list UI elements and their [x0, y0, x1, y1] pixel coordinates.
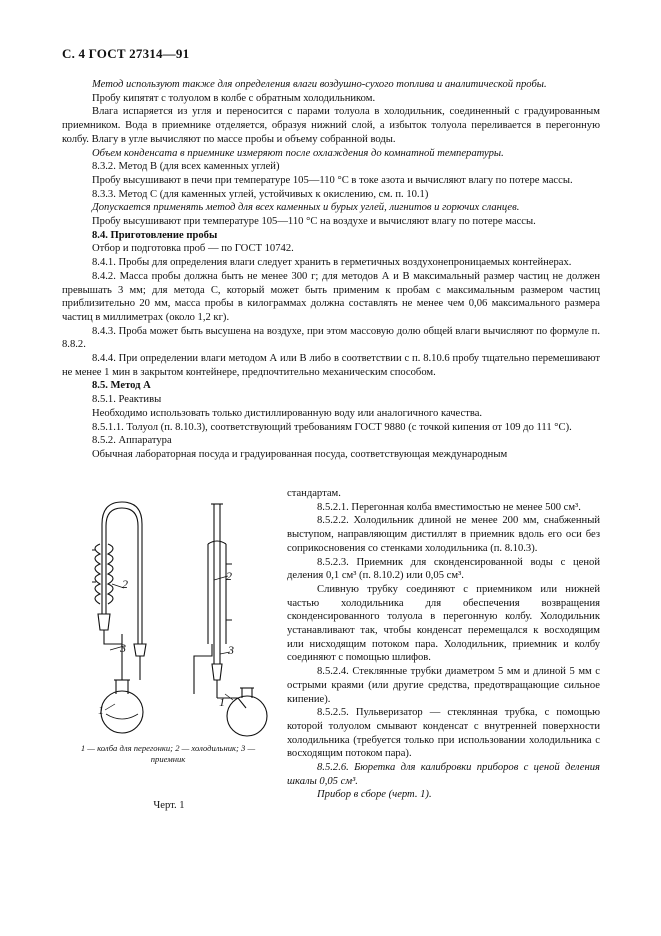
paragraph: Объем конденсата в приемнике измеряют после охлаждения до комнатной температуры.	[92, 147, 504, 159]
paragraph: 8.4.1. Пробы для определения влаги следует хранить в герметичных воздухонепроницаемых контейнерах.	[92, 257, 572, 269]
distillation-flask-left	[101, 680, 143, 733]
paragraph: Пробу кипятят с толуолом в колбе с обратным холодильником.	[92, 92, 376, 104]
paragraph: Необходимо использовать только дистиллированную воду или аналогичного качества.	[92, 407, 483, 419]
paragraph: 8.5. Метод А	[92, 380, 151, 392]
paragraph: 8.3.2. Метод В (для всех каменных углей)	[92, 161, 280, 173]
page-header: С. 4 ГОСТ 27314—91	[62, 46, 190, 61]
main-text	[62, 78, 600, 462]
paragraph: Допускается применять метод для всех каменных и бурых углей, лигнитов и горючих сланцев.	[92, 202, 520, 214]
paragraph: 8.4.3. Проба может быть высушена на воздухе, при этом массовую долю общей влаги вычисляют по формуле п. 8.8.2.	[62, 325, 600, 351]
label-condenser-right: 2	[226, 569, 232, 583]
paragraph: Отбор и подготовка проб — по ГОСТ 10742.	[92, 243, 294, 255]
right-paragraph: 8.5.2.5. Пульверизатор — стеклянная трубка, с помощью которой толуолом смывают конденсат с внутренней поверхности холодильника (требуется только при использовании холодильника с восходящим потоком пара).	[287, 707, 600, 760]
paragraph: Влага испаряется из угля и переносится с парами толуола в холодильник, соединенный с градуированным приемником. Вода в приемнике отделяется, образуя нижний слой, а избыток толуола переливается в перегонную колбу. Влагу в угле вычисляют по массе пробы и объему собранной воды.	[62, 106, 600, 145]
paragraph: Обычная лабораторная посуда и градуированная посуда, соответствующая международным	[92, 448, 508, 460]
figure-caption: 1 — колба для перегонки; 2 — холодильник; 3 — приемник	[80, 743, 256, 764]
right-paragraph: 8.5.2.2. Холодильник длиной не менее 200 мм, снабженный выступом, направляющим дистиллят в приемник вдоль его оси без соприкосновения со стенками холодильника (п. 8.10.3).	[287, 515, 600, 554]
paragraph: Пробу высушивают в печи при температуре 105—110 °С в токе азота и вычисляют влагу по потере массы.	[92, 174, 573, 186]
figure-title: Черт. 1	[153, 800, 185, 811]
right-paragraph: 8.5.2.1. Перегонная колба вместимостью не менее 500 см³.	[317, 501, 581, 513]
paragraph: Пробу высушивают при температуре 105—110 °С на воздухе и вычисляют влагу по потере массы.	[92, 216, 536, 228]
label-condenser-left: 2	[122, 577, 128, 591]
paragraph: 8.5.1.1. Толуол (п. 8.10.3), соответствующий требованиям ГОСТ 9880 (с точкой кипения от 109 до 111 °С).	[92, 421, 572, 433]
paragraph: 8.4.4. При определении влаги методом А или В либо в соответствии с п. 8.10.6 пробу тщательно перемешивают не менее 1 мин в закрытом контейнере, предпочтительно механическим способом.	[62, 353, 600, 378]
receiver-right	[194, 504, 246, 708]
label-receiver-right: 3	[228, 643, 234, 657]
paragraph: Метод используют также для определения влаги воздушно-сухого топлива и аналитической пробы.	[92, 79, 547, 90]
label-flask-left: 1	[98, 703, 104, 717]
right-paragraph: стандартам.	[287, 488, 341, 499]
right-paragraph: 8.5.2.3. Приемник для сконденсированной воды с ценой деления 0,1 см³ (п. 8.10.2) или 0,05 см³.	[287, 556, 600, 582]
right-paragraph: 8.5.2.4. Стеклянные трубки диаметром 5 мм и длиной 5 мм с острыми краями (или другие средства, предотвращающие сильное кипение).	[287, 666, 600, 705]
paragraph: 8.3.3. Метод С (для каменных углей, устойчивых к окислению, см. п. 10.1)	[92, 188, 429, 200]
label-flask-right: 1	[219, 695, 225, 709]
distillation-flask-right	[227, 688, 267, 736]
paragraph: 8.5.1. Реактивы	[92, 394, 162, 406]
apparatus-drawing	[62, 484, 282, 740]
condenser-left	[92, 502, 146, 680]
label-receiver-left: 3	[120, 641, 126, 655]
paragraph: 8.4.2. Масса пробы должна быть не менее 300 г; для методов А и В максимальный размер частиц не должен превышать 3 мм; для метода С, который может быть применим к пробам с максимальным размером частиц приблизительно 20 мм, масса пробы в килограммах должна составлять не менее чем 0,06 максимального размера частиц в миллиметрах (около 1,2 кг).	[62, 270, 600, 323]
right-column-text	[287, 487, 600, 802]
right-paragraph: Прибор в сборе (черт. 1).	[317, 789, 432, 801]
paragraph: 8.5.2. Аппаратура	[92, 435, 172, 447]
paragraph: 8.4. Приготовление пробы	[92, 229, 218, 241]
right-paragraph: 8.5.2.6. Бюретка для калибровки приборов с ценой деления шкалы 0,05 см³.	[287, 762, 600, 787]
right-paragraph: Сливную трубку соединяют с приемником или нижней частью холодильника для обеспечения возвращения сконденсированного толуола в перегонную колбу. Холодильник устанавливают так, чтобы конденсат перемещался к восходящим или нисходящим потоком пара. Холодильник, приемник и колбу соединяют с помощью шлифов.	[287, 583, 600, 664]
